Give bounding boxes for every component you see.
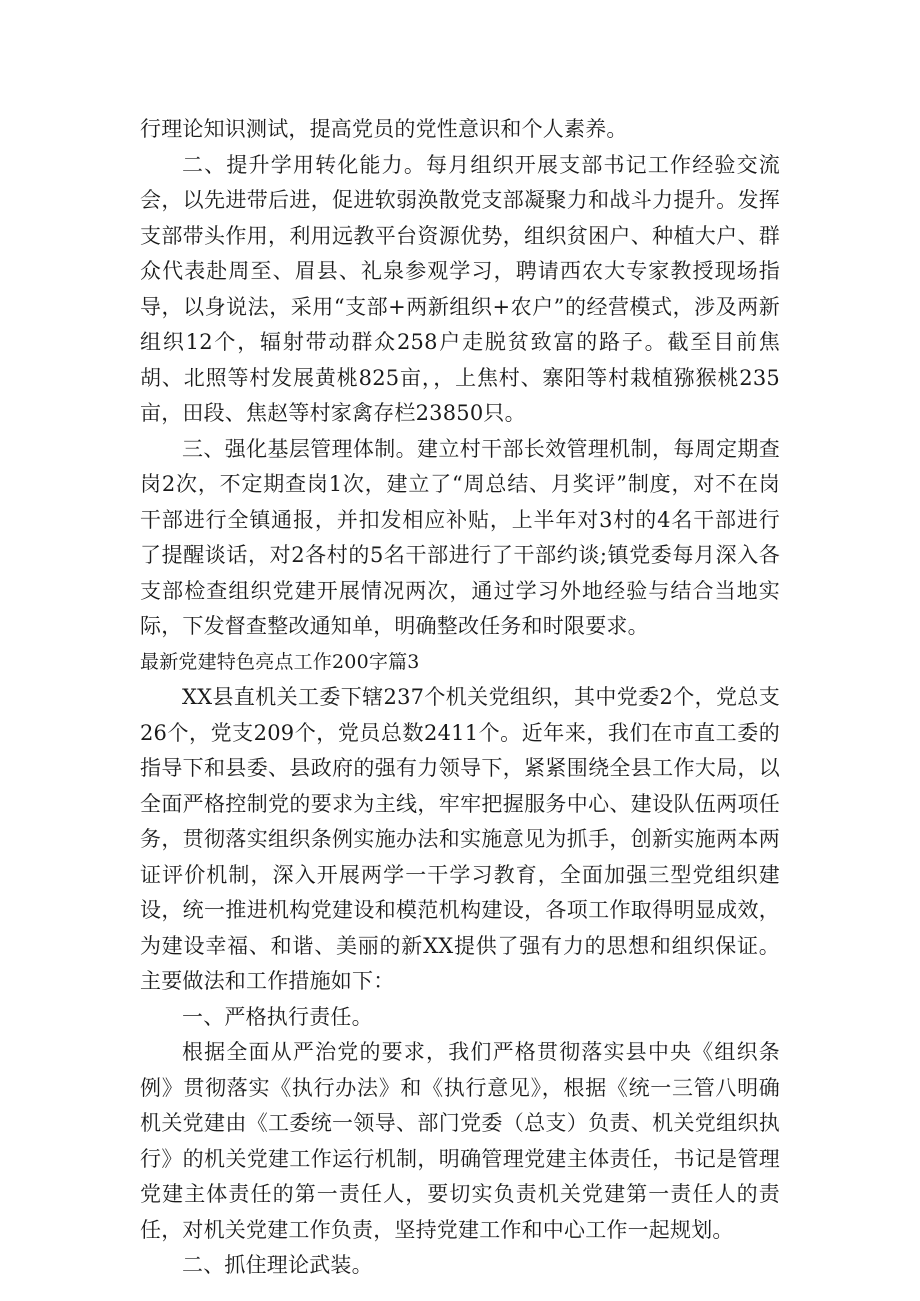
paragraph-section-2-capability: 二、提升学用转化能力。每月组织开展支部书记工作经验交流会，以先进带后进，促进软弱涣散党支部凝聚力和战斗力提升。发挥支部带头作用，利用远教平台资源优势，组织贫困户、种植大户、群众代表赴周至、眉县、礼泉参观学习，聘请西农大专家教授现场指导，以身说法，采用“支部+两新组织+农户”的经营模式，涉及两新组织12个，辐射带动群众258户走脱贫致富的路子。截至目前焦胡、北照等村发展黄桃825亩，，上焦村、寨阳等村栽植猕猴桃235亩，田段、焦赵等村家禽存栏23850只。 (140, 152, 780, 425)
paragraph-subheading-2: 二、抓住理论武装。 (182, 1253, 373, 1277)
document-body (140, 112, 780, 1284)
paragraph-subheading-1: 一、严格执行责任。 (182, 1004, 373, 1029)
paragraph-responsibility: 根据全面从严治党的要求，我们严格贯彻落实县中央《组织条例》贯彻落实《执行办法》和《执行意见》，根据《统一三管八明确机关党建由《工委统一领导、部门党委（总支）负责、机关党组织执行》的机关党建工作运行机制，明确管理党建主体责任，书记是管理党建主体责任的第一责任人，要切实负责机关党建第一责任人的责任，对机关党建工作负责，坚持党建工作和中心工作一起规划。 (140, 1040, 780, 1242)
paragraph-continuation: 行理论知识测试，提高党员的党性意识和个人素养。 (140, 117, 628, 141)
paragraph-section-3-management: 三、强化基层管理体制。建立村干部长效管理机制，每周定期查岗2次，不定期查岗1次，建立了“周总结、月奖评”制度，对不在岗干部进行全镇通报，并扣发相应补贴，上半年对3村的4名干部进行了提醒谈话，对2各村的5名干部进行了干部约谈;镇党委每月深入各支部检查组织党建开展情况两次，通过学习外地经验与结合当地实际，下发督查整改通知单，明确整改任务和时限要求。 (140, 436, 780, 638)
paragraph-intro: XX县直机关工委下辖237个机关党组织，其中党委2个，党总支26个，党支209个，党员总数2411个。近年来，我们在市直工委的指导下和县委、县政府的强有力领导下，紧紧围绕全县工作大局，以全面严格控制党的要求为主线，牢牢把握服务中心、建设队伍两项任务，贯彻落实组织条例实施办法和实施意见为抓手，创新实施两本两证评价机制，深入开展两学一干学习教育，全面加强三型党组织建设，统一推进机构党建设和模范机构建设，各项工作取得明显成效，为建设幸福、和谐、美丽的新XX提供了强有力的思想和组织保证。主要做法和工作措施如下： (140, 685, 780, 993)
article-heading: 最新党建特色亮点工作200字篇3 (140, 650, 420, 673)
